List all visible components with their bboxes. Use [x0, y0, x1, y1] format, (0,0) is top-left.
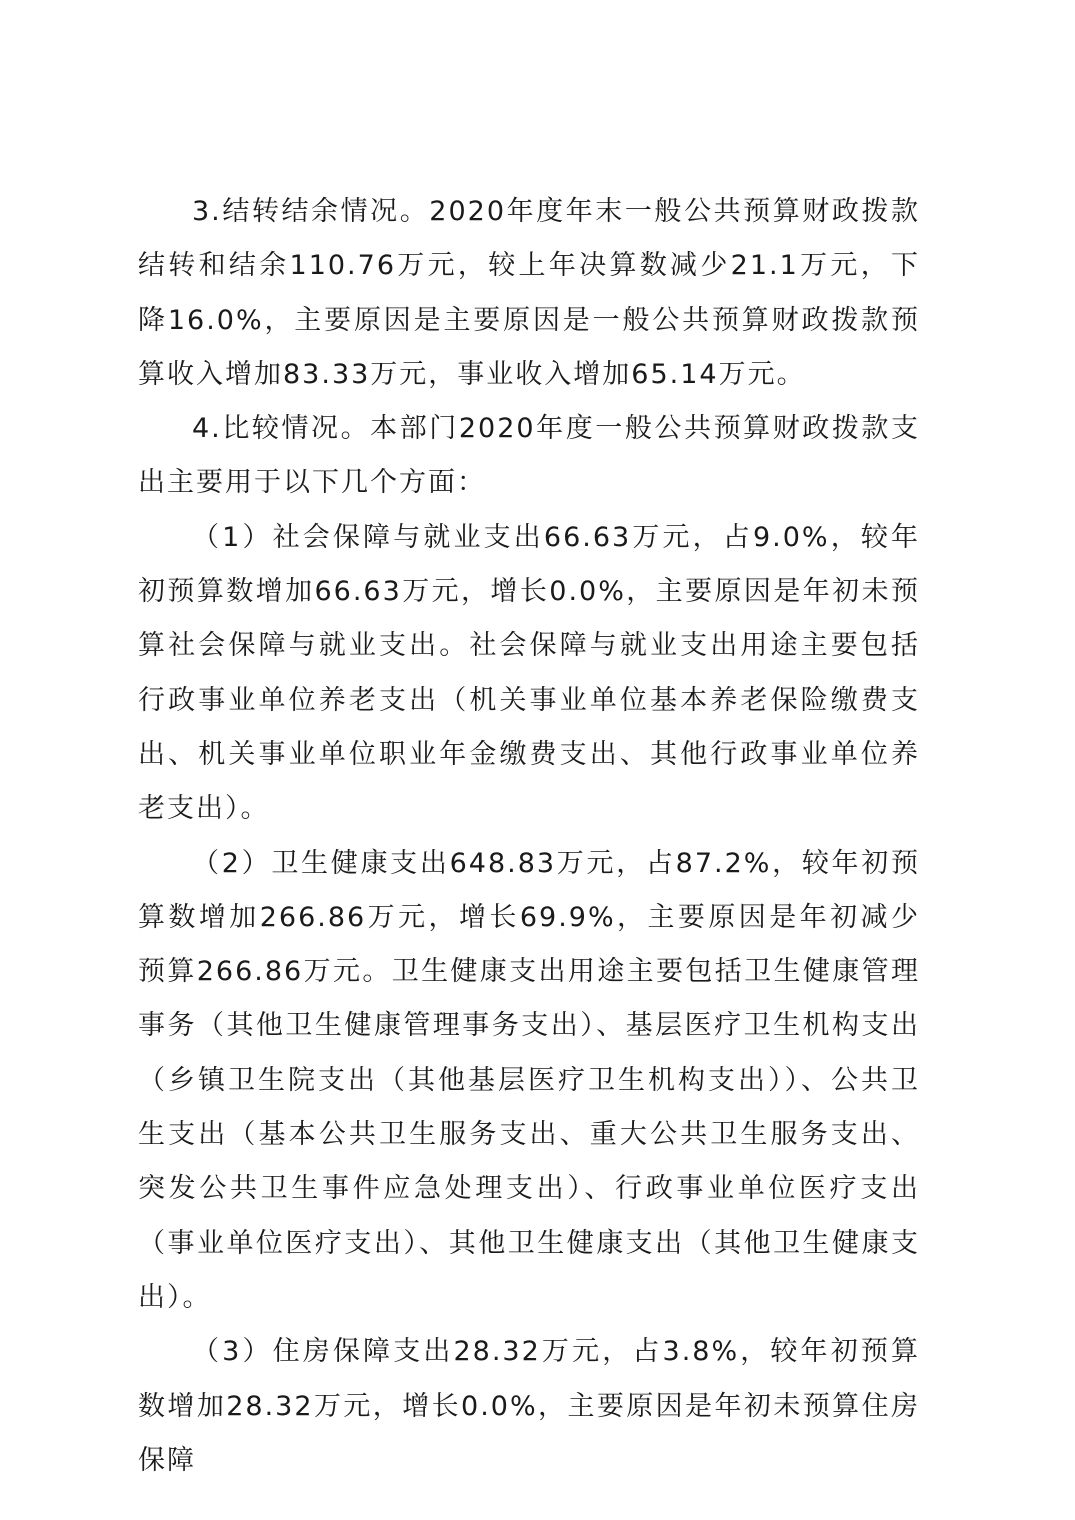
- paragraph-health: （2）卫生健康支出648.83万元，占87.2%，较年初预算数增加266.86万元，增长69.9%，主要原因是年初减少预算266.86万元。卫生健康支出用途主要包括卫生健康管理事务（其他卫生健康管理事务支出）、基层医疗卫生机构支出（乡镇卫生院支出（其他基层医疗卫生机构支出））、公共卫生支出（基本公共卫生服务支出、重大公共卫生服务支出、突发公共卫生事件应急处理支出）、行政事业单位医疗支出（事业单位医疗支出）、其他卫生健康支出（其他卫生健康支出）。: [138, 847, 920, 1313]
- paragraph-social-security: （1）社会保障与就业支出66.63万元，占9.0%，较年初预算数增加66.63万元，增长0.0%，主要原因是年初未预算社会保障与就业支出。社会保障与就业支出用途主要包括行政事业单位养老支出（机关事业单位基本养老保险缴费支出、机关事业单位职业年金缴费支出、其他行政事业单位养老支出）。: [138, 521, 920, 825]
- document-body: [138, 185, 920, 1488]
- paragraph-housing: （3）住房保障支出28.32万元，占3.8%，较年初预算数增加28.32万元，增长0.0%，主要原因是年初未预算住房保障: [138, 1336, 920, 1476]
- paragraph-carryover-balance: 3.结转结余情况。2020年度年末一般公共预算财政拨款结转和结余110.76万元，较上年决算数减少21.1万元，下降16.0%，主要原因是主要原因是一般公共预算财政拨款预算收入增加83.33万元，事业收入增加65.14万元。: [138, 196, 920, 390]
- paragraph-comparison-intro: 4.比较情况。本部门2020年度一般公共预算财政拨款支出主要用于以下几个方面：: [138, 413, 920, 499]
